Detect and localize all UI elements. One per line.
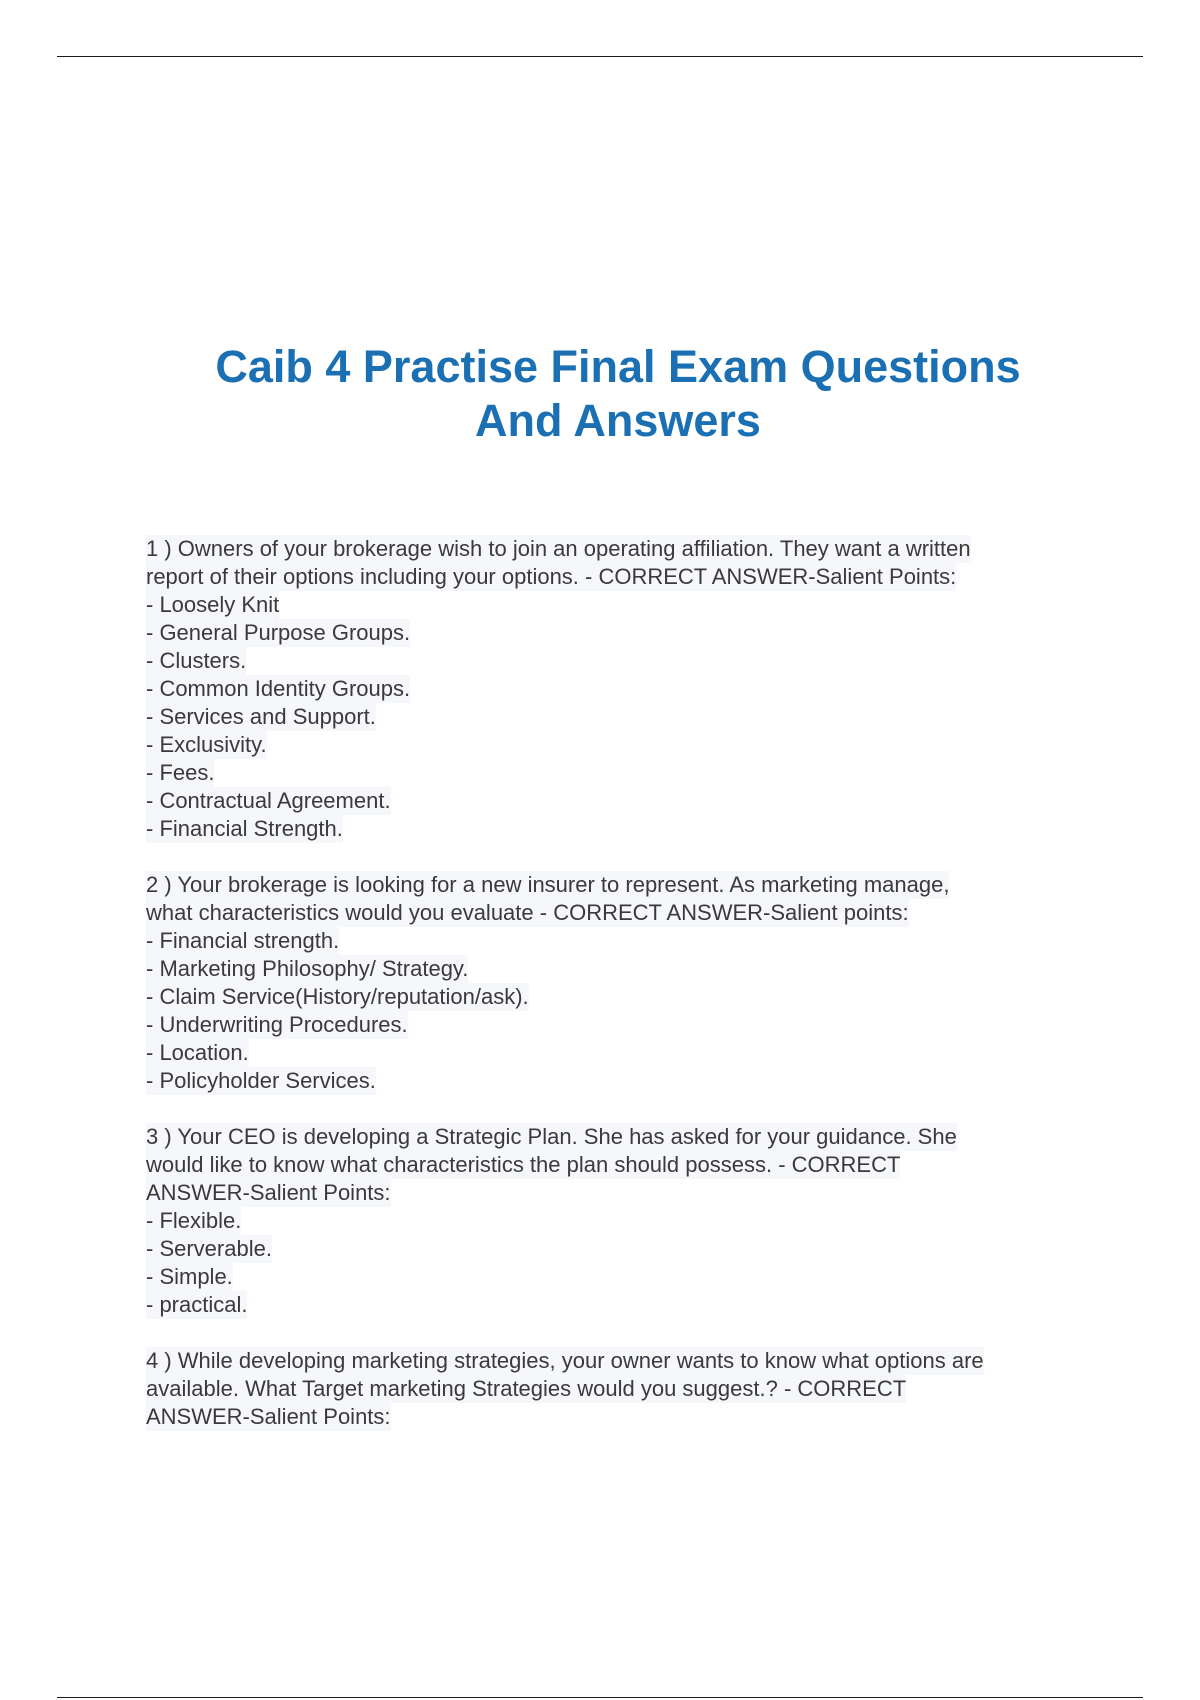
answer-point: - General Purpose Groups.: [146, 620, 411, 645]
questions-list: [146, 535, 1076, 1459]
question-3-line: 3 ) Your CEO is developing a Strategic Plan. She has asked for your guidance. She: [146, 1124, 957, 1149]
answer-point: - Loosely Knit: [146, 592, 280, 617]
question-4-line: 4 ) While developing marketing strategies, your owner wants to know what options are: [146, 1348, 984, 1373]
answer-point: - Serverable.: [146, 1236, 272, 1261]
bottom-rule: [57, 1697, 1143, 1698]
question-1-line: report of their options including your options. - CORRECT ANSWER-Salient Points:: [146, 564, 957, 589]
answer-point: - Underwriting Procedures.: [146, 1012, 408, 1037]
question-4: [146, 1347, 1076, 1431]
answer-point: - Claim Service(History/reputation/ask).: [146, 984, 529, 1009]
answer-point: - practical.: [146, 1292, 248, 1317]
answer-point: - Flexible.: [146, 1208, 242, 1233]
question-2-line: 2 ) Your brokerage is looking for a new insurer to represent. As marketing manage,: [146, 872, 950, 897]
question-1-line: 1 ) Owners of your brokerage wish to join an operating affiliation. They want a written: [146, 536, 971, 561]
answer-point: - Marketing Philosophy/ Strategy.: [146, 956, 469, 981]
question-2-line: what characteristics would you evaluate - CORRECT ANSWER-Salient points:: [146, 900, 909, 925]
title-line-1: Caib 4 Practise Final Exam Questions: [215, 341, 1021, 392]
title-line-2: And Answers: [475, 395, 761, 446]
question-3-line: would like to know what characteristics the plan should possess. - CORRECT: [146, 1152, 901, 1177]
question-2: [146, 871, 1076, 1095]
answer-point: - Contractual Agreement.: [146, 788, 391, 813]
top-rule: [57, 56, 1143, 57]
question-1: [146, 535, 1076, 843]
answer-point: - Simple.: [146, 1264, 233, 1289]
answer-point: - Financial Strength.: [146, 816, 343, 841]
question-3-line: ANSWER-Salient Points:: [146, 1180, 391, 1205]
answer-point: - Common Identity Groups.: [146, 676, 411, 701]
answer-point: - Clusters.: [146, 648, 247, 673]
answer-point: - Services and Support.: [146, 704, 376, 729]
answer-point: - Financial strength.: [146, 928, 340, 953]
question-4-line: available. What Target marketing Strategies would you suggest.? - CORRECT: [146, 1376, 907, 1401]
question-4-line: ANSWER-Salient Points:: [146, 1404, 391, 1429]
document-title: [100, 340, 1136, 448]
answer-point: - Location.: [146, 1040, 249, 1065]
answer-point: - Fees.: [146, 760, 215, 785]
answer-point: - Exclusivity.: [146, 732, 267, 757]
answer-point: - Policyholder Services.: [146, 1068, 376, 1093]
question-3: [146, 1123, 1076, 1319]
